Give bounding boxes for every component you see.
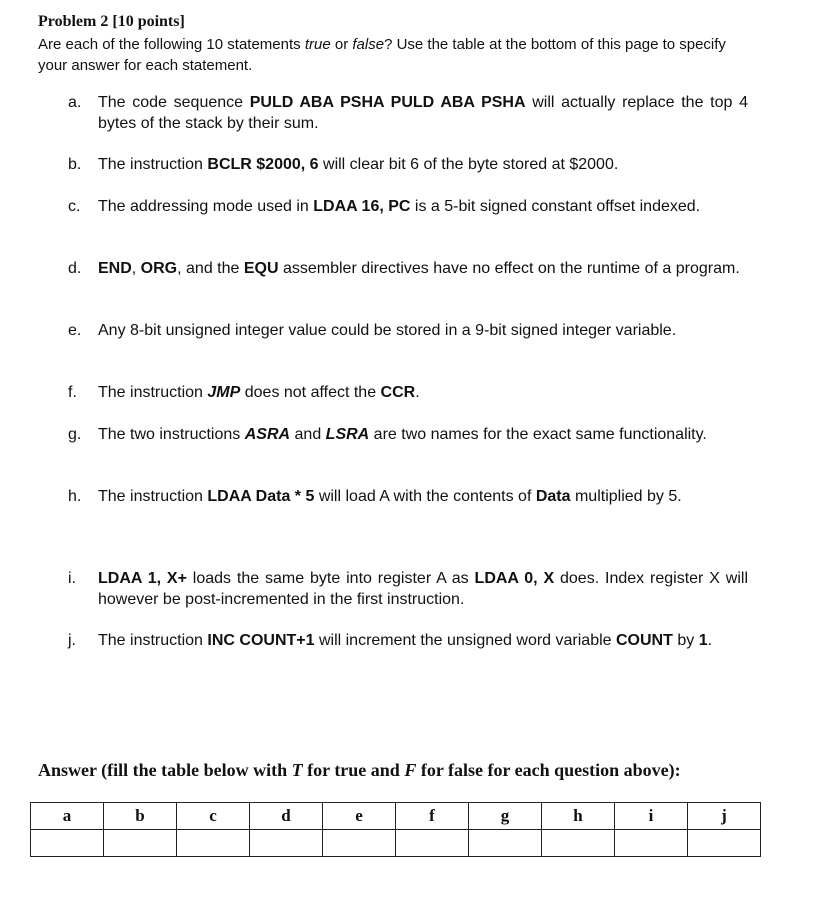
statement-segment: and <box>290 426 326 443</box>
intro-text: ? Use the table at the bottom of this page to specify your answer for each statement. <box>38 36 726 74</box>
statement-segment: does. Index register X will however be post-incremented in the first instruction. <box>98 570 748 608</box>
answer-heading-text: for false for each question above): <box>416 760 681 780</box>
answer-cell-c[interactable] <box>177 830 250 857</box>
statement-i <box>68 568 748 610</box>
intro-text: Are each of the following 10 statements <box>38 36 305 53</box>
answer-heading-text: for true and <box>302 760 405 780</box>
statement-segment: BCLR $2000, 6 <box>207 156 319 173</box>
statement-segment: assembler directives have no effect on the runtime of a program. <box>278 260 740 277</box>
answer-header-b: b <box>104 803 177 830</box>
statement-segment: LDAA 1, X+ <box>98 570 187 587</box>
statement-segment: loads the same byte into register A as <box>186 570 475 587</box>
statement-letter: c. <box>68 198 81 215</box>
statement-a <box>68 92 748 134</box>
answer-cell-d[interactable] <box>250 830 323 857</box>
statement-segment: The instruction <box>98 384 208 401</box>
answer-cell-f[interactable] <box>396 830 469 857</box>
answer-cell-i[interactable] <box>615 830 688 857</box>
statement-text <box>98 92 748 134</box>
answer-heading <box>38 759 681 781</box>
statement-segment: JMP <box>207 384 241 401</box>
statement-segment: Data <box>535 488 571 505</box>
statement-letter: d. <box>68 260 82 277</box>
statement-segment: , <box>131 260 141 277</box>
statement-segment: multiplied by 5. <box>570 488 682 505</box>
answer-header-c: c <box>177 803 250 830</box>
statement-text <box>98 382 748 403</box>
answer-header-a: a <box>31 803 104 830</box>
statement-segment: is a 5-bit signed constant offset indexed. <box>410 198 701 215</box>
statement-letter: g. <box>68 426 82 443</box>
statement-j <box>68 630 748 651</box>
statement-segment: 1 <box>698 632 708 649</box>
statement-segment: does not affect the <box>240 384 381 401</box>
statement-g <box>68 424 748 445</box>
answer-cell-j[interactable] <box>688 830 761 857</box>
statement-segment: will clear bit 6 of the byte stored at $2000. <box>318 156 619 173</box>
statement-segment: The instruction <box>98 488 208 505</box>
statement-c <box>68 196 748 217</box>
answer-cell-h[interactable] <box>542 830 615 857</box>
statement-segment: The code sequence <box>98 94 250 111</box>
answer-cell-a[interactable] <box>31 830 104 857</box>
answer-table <box>30 802 761 857</box>
statement-segment: COUNT <box>616 632 673 649</box>
answer-header-d: d <box>250 803 323 830</box>
answer-heading-t: T <box>291 760 303 780</box>
statement-segment: LDAA 0, X <box>474 570 555 587</box>
statement-text <box>98 320 748 341</box>
statement-text <box>98 196 748 217</box>
statement-segment: The addressing mode used in <box>98 198 314 215</box>
answer-header-g: g <box>469 803 542 830</box>
statement-letter: j. <box>68 632 76 649</box>
statement-segment: . <box>415 384 420 401</box>
statement-text <box>98 486 748 507</box>
answer-table-header-row <box>31 803 761 830</box>
answer-header-h: h <box>542 803 615 830</box>
statement-segment: are two names for the exact same functionality. <box>369 426 707 443</box>
statement-letter: i. <box>68 570 76 587</box>
statement-h <box>68 486 748 507</box>
statement-segment: The instruction <box>98 632 208 649</box>
answer-cell-e[interactable] <box>323 830 396 857</box>
answer-cell-g[interactable] <box>469 830 542 857</box>
answer-heading-text: Answer (fill the table below with <box>38 760 292 780</box>
answer-table-answer-row <box>31 830 761 857</box>
statement-letter: e. <box>68 322 82 339</box>
answer-cell-b[interactable] <box>104 830 177 857</box>
statement-text <box>98 424 748 445</box>
statement-segment: . <box>707 632 713 649</box>
statement-segment: LDAA Data * 5 <box>207 488 315 505</box>
statement-letter: f. <box>68 384 77 401</box>
statement-segment: , and the <box>177 260 244 277</box>
statement-segment: The two instructions <box>98 426 245 443</box>
statement-segment: will actually replace the top 4 bytes of the stack by their sum. <box>98 94 748 132</box>
statement-segment: Any 8-bit unsigned integer value could be stored in a 9-bit signed integer variable. <box>98 322 677 339</box>
problem-heading: Problem 2 [10 points] <box>38 13 185 30</box>
statement-b <box>68 154 748 175</box>
statement-segment: LSRA <box>325 426 370 443</box>
problem-intro <box>38 34 758 76</box>
statement-segment: PULD ABA PSHA PULD ABA PSHA <box>249 94 526 111</box>
statement-segment: The instruction <box>98 156 208 173</box>
statement-segment: by <box>672 632 699 649</box>
statement-segment: will load A with the contents of <box>314 488 536 505</box>
statement-text <box>98 258 748 279</box>
statement-text <box>98 154 748 175</box>
answer-header-i: i <box>615 803 688 830</box>
statement-segment: EQU <box>243 260 279 277</box>
statement-segment: INC COUNT+1 <box>207 632 315 649</box>
statement-segment: will increment the unsigned word variable <box>314 632 616 649</box>
statement-d <box>68 258 748 279</box>
statement-letter: b. <box>68 156 82 173</box>
statement-text <box>98 630 748 651</box>
statement-segment: LDAA 16, PC <box>313 198 411 215</box>
intro-text: or <box>330 36 353 53</box>
statement-letter: h. <box>68 488 82 505</box>
intro-true-word: true <box>304 36 331 53</box>
statement-text <box>98 568 748 610</box>
statement-e <box>68 320 748 341</box>
statement-segment: END <box>98 260 132 277</box>
statement-segment: ASRA <box>244 426 291 443</box>
statement-segment: CCR <box>380 384 416 401</box>
statement-f <box>68 382 748 403</box>
statement-segment: ORG <box>140 260 178 277</box>
statement-letter: a. <box>68 94 82 111</box>
answer-heading-f: F <box>404 760 417 780</box>
intro-false-word: false <box>352 36 385 53</box>
answer-header-f: f <box>396 803 469 830</box>
answer-header-j: j <box>688 803 761 830</box>
answer-header-e: e <box>323 803 396 830</box>
